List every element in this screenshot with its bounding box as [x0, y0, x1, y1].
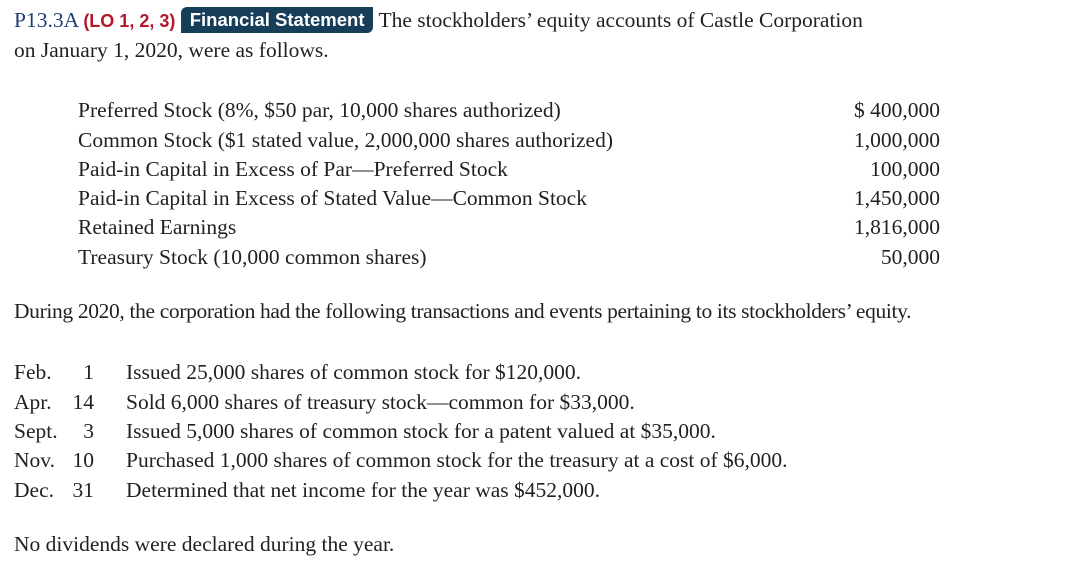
learning-objectives: (LO 1, 2, 3) [83, 11, 176, 31]
account-amount: 100,000 [870, 157, 940, 181]
transaction-day: 14 [72, 390, 94, 414]
account-label: Treasury Stock (10,000 common shares) [78, 245, 427, 269]
intro-text-line2: on January 1, 2020, were as follows. [14, 38, 329, 62]
problem-id: P13.3A [14, 8, 78, 32]
transaction-month: Sept. [14, 419, 58, 443]
transaction-day: 1 [83, 360, 94, 384]
transaction-date [14, 477, 94, 503]
transaction-text: Purchased 1,000 shares of common stock for the treasury at a cost of $6,000. [126, 448, 788, 472]
transaction-date [14, 418, 94, 444]
account-label: Retained Earnings [78, 215, 237, 239]
transaction-day: 31 [72, 478, 94, 502]
transaction-month: Feb. [14, 360, 52, 384]
account-amount: 1,000,000 [854, 128, 940, 152]
transactions-intro: During 2020, the corporation had the following transactions and events pertaining to its stockholders’ equity. [14, 299, 912, 323]
transaction-text: Determined that net income for the year was $452,000. [126, 478, 601, 502]
transaction-date [14, 447, 94, 473]
account-label: Paid-in Capital in Excess of Stated Value—Common Stock [78, 186, 587, 210]
account-label: Common Stock ($1 stated value, 2,000,000 shares authorized) [78, 128, 614, 152]
transaction-day: 3 [83, 419, 94, 443]
transaction-day: 10 [72, 448, 94, 472]
account-label: Preferred Stock (8%, $50 par, 10,000 shares authorized) [78, 98, 561, 122]
transaction-month: Nov. [14, 448, 56, 472]
closing-note: No dividends were declared during the year. [14, 532, 395, 556]
financial-statement-badge: Financial Statement [181, 7, 374, 33]
transaction-month: Dec. [14, 478, 54, 502]
account-label: Paid-in Capital in Excess of Par—Preferred Stock [78, 157, 508, 181]
transaction-date [14, 359, 94, 385]
account-amount: $ 400,000 [854, 98, 940, 122]
account-amount: 50,000 [880, 245, 940, 269]
account-amount: 1,450,000 [854, 186, 940, 210]
transaction-date [14, 389, 94, 415]
intro-text-line1: The stockholders’ equity accounts of Castle Corporation [378, 8, 863, 32]
transaction-text: Issued 5,000 shares of common stock for a patent valued at $35,000. [126, 419, 716, 443]
transaction-text: Issued 25,000 shares of common stock for $120,000. [126, 360, 582, 384]
account-amount: 1,816,000 [854, 215, 940, 239]
transaction-month: Apr. [14, 390, 52, 414]
problem-header [14, 7, 863, 34]
transaction-text: Sold 6,000 shares of treasury stock—common for $33,000. [126, 390, 635, 414]
